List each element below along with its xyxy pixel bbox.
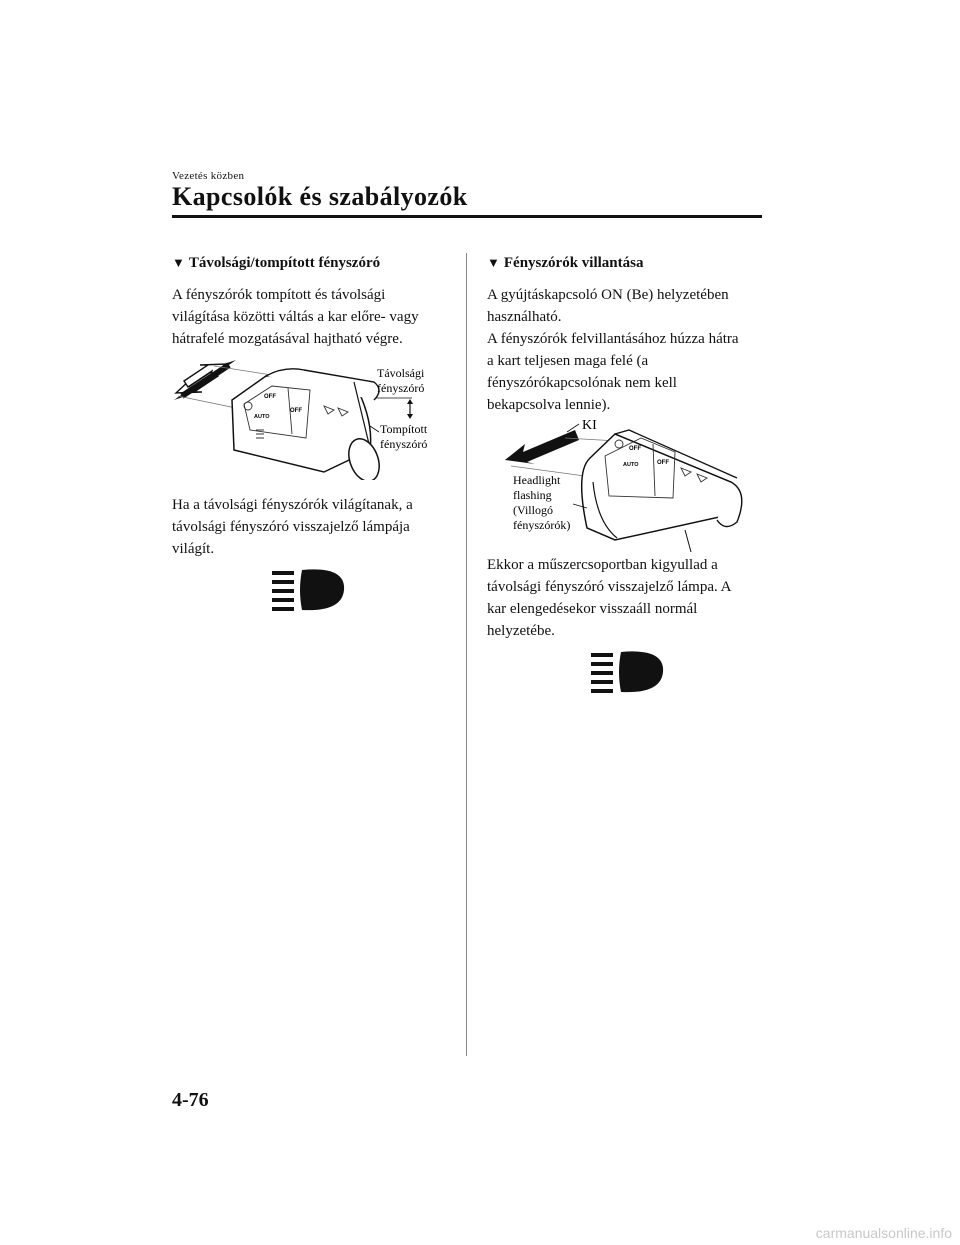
text-line: helyzetébe. xyxy=(487,623,555,639)
high-beam-indicator-icon xyxy=(589,650,665,694)
section-heading-high-low-beam xyxy=(172,255,380,272)
text-line: A gyújtáskapcsoló ON (Be) helyzetében xyxy=(487,287,729,303)
label-headlight-flashing: fényszórók) xyxy=(513,518,571,532)
text-line: világít. xyxy=(172,541,215,557)
label-headlight-flashing: Headlight xyxy=(513,473,561,487)
triangle-icon: ▼ xyxy=(172,255,185,270)
label-headlight-flashing: flashing xyxy=(513,488,552,502)
paragraph-flashing-usage xyxy=(487,284,772,416)
text-line: A fényszórók felvillantásához húzza hátra xyxy=(487,331,739,347)
switch-label-off-fog: OFF xyxy=(657,460,669,466)
label-high-beam: Távolsági xyxy=(377,366,425,380)
label-high-beam: fényszóró xyxy=(377,381,425,395)
paragraph-beam-switching xyxy=(172,284,457,350)
triangle-icon: ▼ xyxy=(487,255,500,270)
page-number: 4-76 xyxy=(172,1089,209,1111)
text-line: Ha a távolsági fényszórók világítanak, a xyxy=(172,497,413,513)
text-line: A fényszórók tompított és távolsági xyxy=(172,287,386,303)
switch-label-auto: AUTO xyxy=(623,462,639,468)
text-line: Ekkor a műszercsoportban kigyullad a xyxy=(487,557,718,573)
text-line: használható. xyxy=(487,309,562,325)
text-line: távolsági fényszóró visszajelző lámpája xyxy=(172,519,410,535)
lever-body xyxy=(232,369,385,480)
up-down-arrow-icon xyxy=(407,399,413,419)
text-line: bekapcsolva lennie). xyxy=(487,397,611,413)
switch-label-auto: AUTO xyxy=(254,414,270,420)
chapter-title: Kapcsolók és szabályozók xyxy=(172,182,468,211)
text-line: fényszórókapcsolónak nem kell xyxy=(487,375,677,391)
column-divider xyxy=(466,253,467,1056)
double-arrow-icon xyxy=(174,360,236,400)
switch-label-off-fog: OFF xyxy=(290,408,302,414)
label-headlight-flashing: (Villogó xyxy=(513,503,553,517)
pull-arrow-icon xyxy=(505,430,579,464)
paragraph-flashing-result xyxy=(487,554,772,642)
text-line: kar elengedésekor visszaáll normál xyxy=(487,601,698,617)
lever-diagram-flashing xyxy=(505,412,755,557)
label-ki: KI xyxy=(582,418,597,433)
label-low-beam: fényszóró xyxy=(380,437,428,451)
header-rule xyxy=(172,215,762,218)
watermark: carmanualsonline.info xyxy=(815,1225,952,1241)
switch-label-off: OFF xyxy=(264,394,276,400)
text-line: a kart teljesen maga felé (a xyxy=(487,353,649,369)
label-low-beam: Tompított xyxy=(380,422,428,436)
lever-body xyxy=(582,430,742,540)
heading-text: Távolsági/tompított fényszóró xyxy=(188,255,381,271)
high-beam-indicator-icon xyxy=(270,568,346,612)
heading-text: Fényszórók villantása xyxy=(503,255,644,271)
text-line: távolsági fényszóró visszajelző lámpa. A xyxy=(487,579,732,595)
text-line: hátrafelé mozgatásával hajtható végre. xyxy=(172,331,403,347)
switch-label-off: OFF xyxy=(629,446,641,452)
lever-diagram-high-low-beam xyxy=(174,360,444,480)
text-line: világítása közötti váltás a kar előre- vagy xyxy=(172,309,419,325)
section-heading-flashing xyxy=(487,255,643,272)
paragraph-indicator-lamp xyxy=(172,494,457,560)
section-label: Vezetés közben xyxy=(172,170,245,182)
